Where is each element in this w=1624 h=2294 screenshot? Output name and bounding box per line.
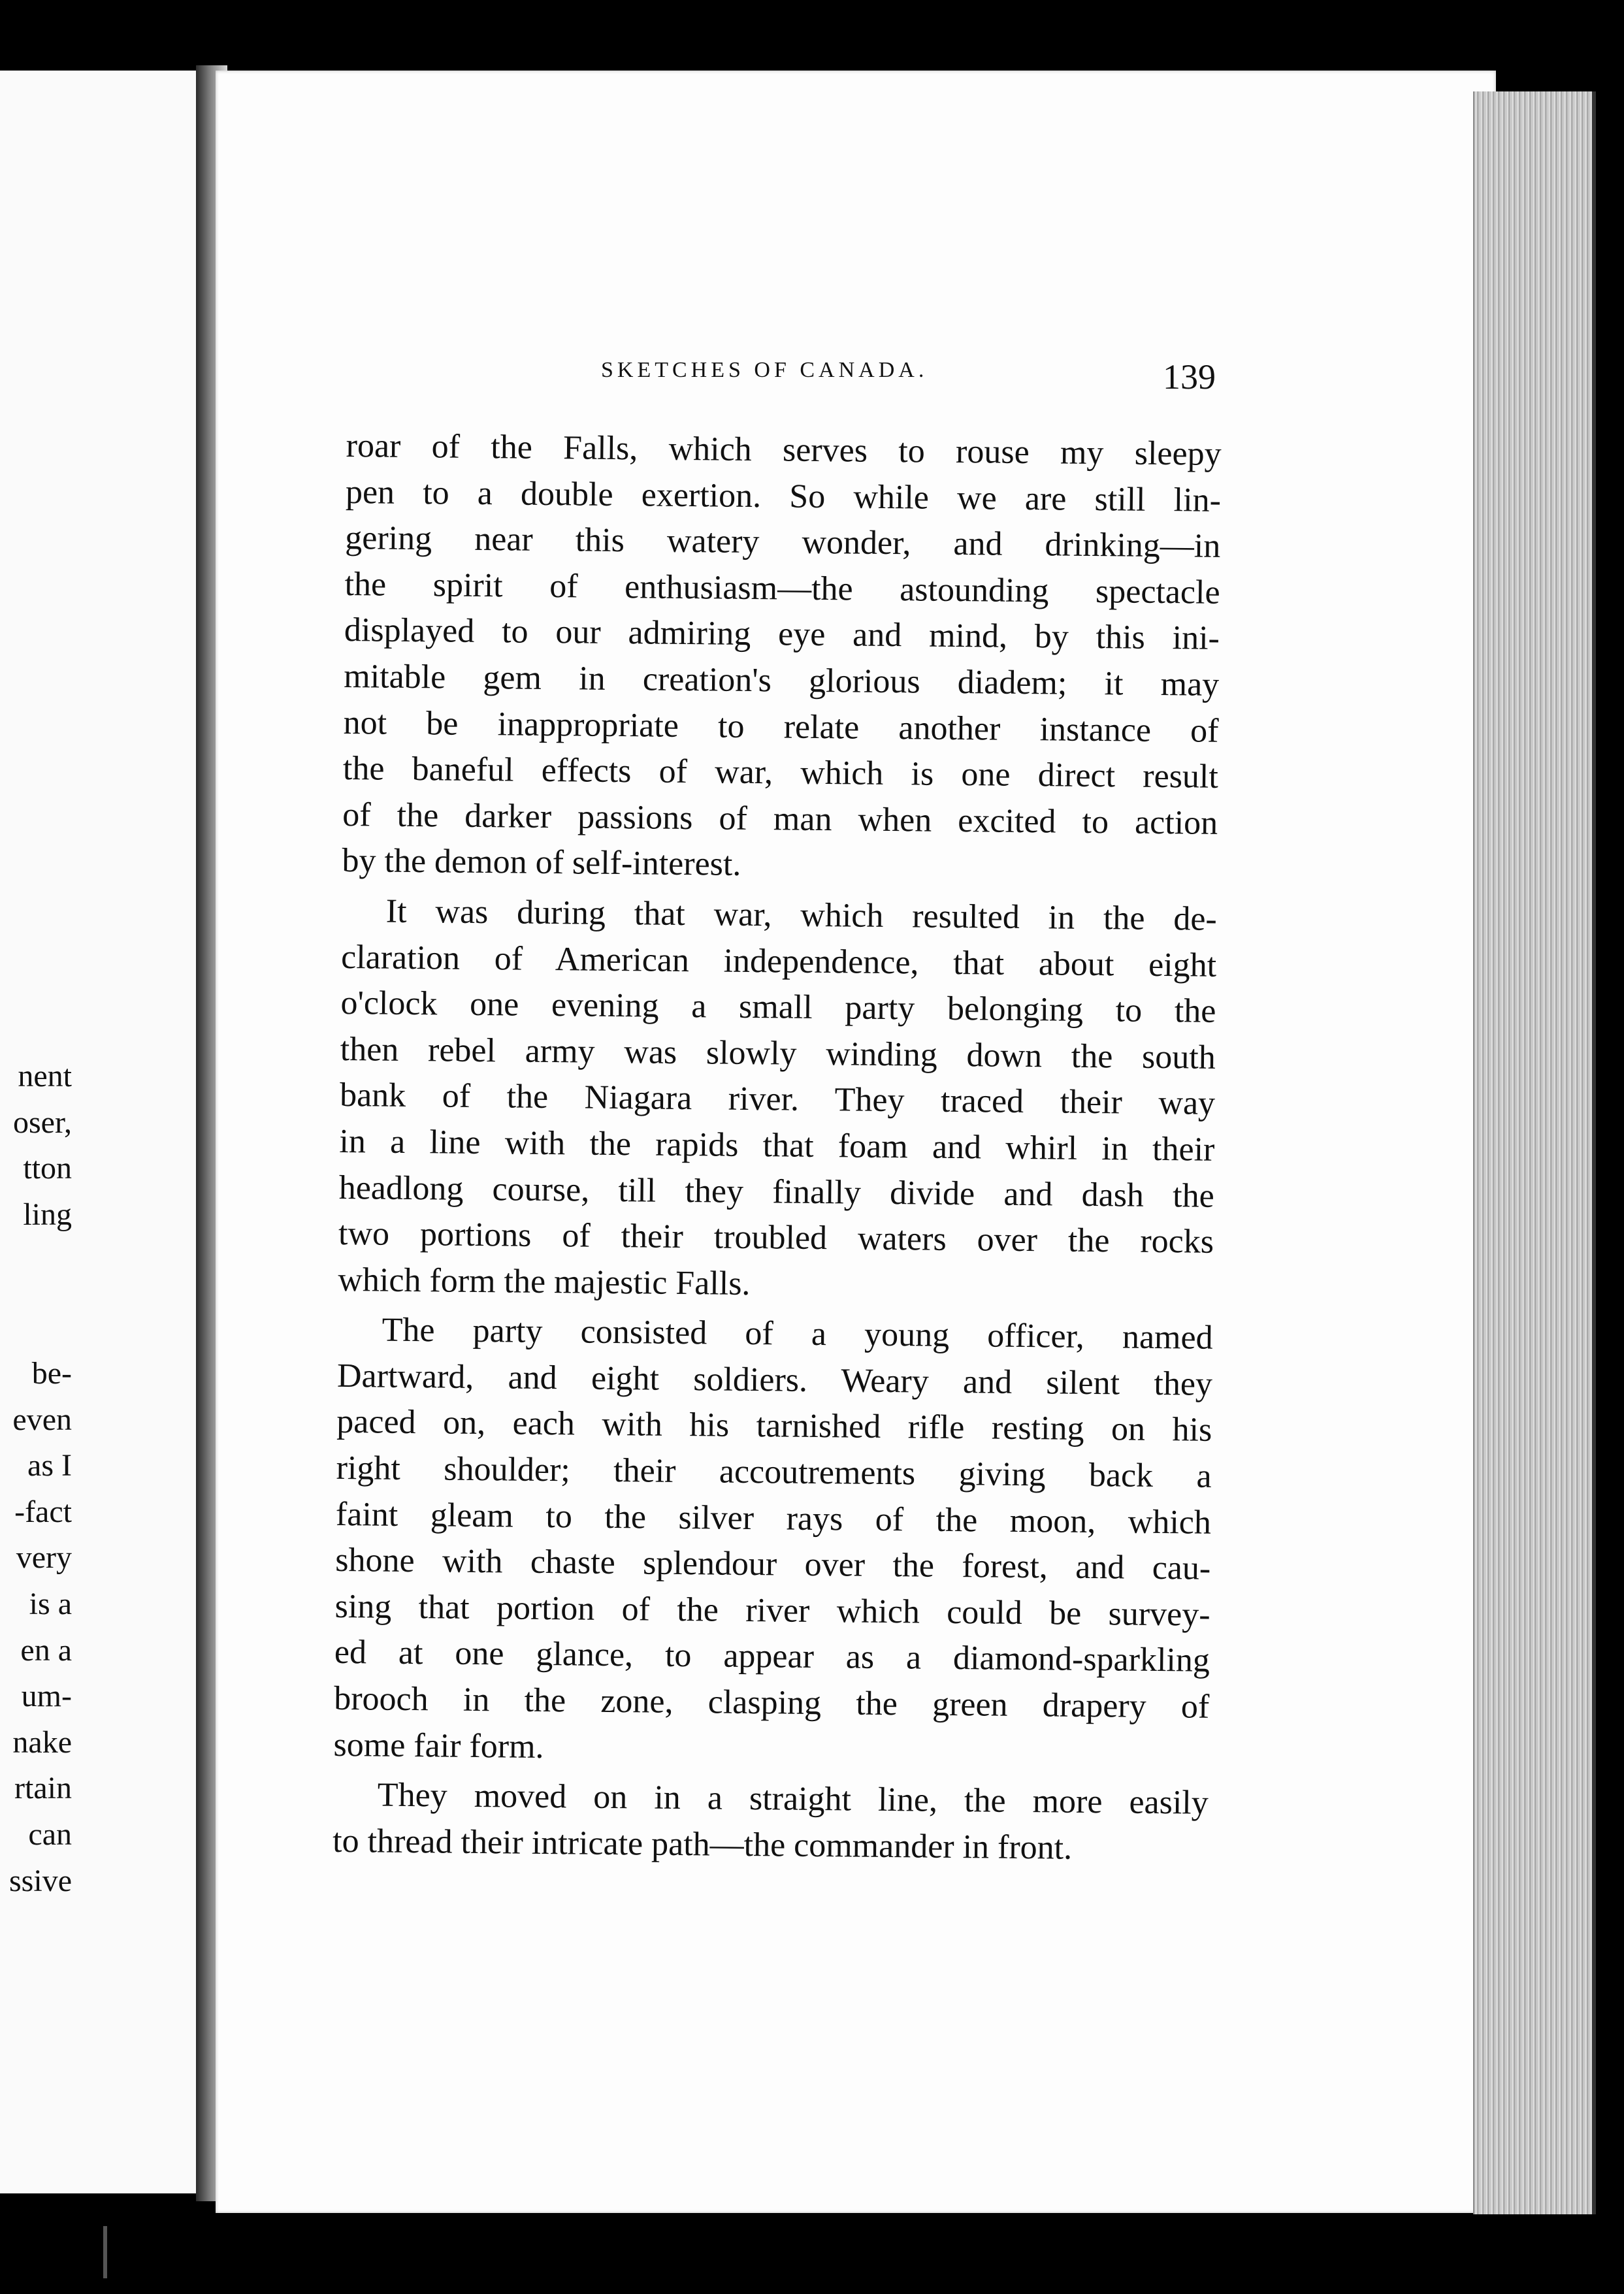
left-fragment-line: tton — [23, 1151, 72, 1186]
text-line: The party consisted of a young officer, named — [382, 1311, 1213, 1357]
text-line: o'clock one evening a small party belonging to the — [340, 984, 1216, 1030]
left-fragment-line: nake — [12, 1724, 72, 1760]
paragraph — [342, 423, 1222, 893]
text-line: some fair form. — [333, 1726, 544, 1766]
left-fragment-line: can — [28, 1817, 72, 1852]
text-line: the baneful effects of war, which is one direct result — [342, 750, 1219, 796]
text-line: in a line with the rapids that foam and whirl in their — [339, 1122, 1215, 1169]
scan-edge-mark — [103, 2226, 107, 2278]
text-line: roar of the Falls, which serves to rouse my sleepy — [346, 427, 1222, 473]
left-fragment-line: rtain — [14, 1771, 72, 1806]
text-line: gering near this watery wonder, and drinking—in — [345, 519, 1221, 566]
text-line: brooch in the zone, clasping the green drapery of — [333, 1679, 1210, 1726]
text-line: to thread their intricate path—the commander in front. — [332, 1822, 1073, 1867]
text-line: Dartward, and eight soldiers. Weary and silent they — [336, 1357, 1213, 1403]
left-fragment-line: um- — [21, 1679, 72, 1714]
text-line: pen to a double exertion. So while we are still lin- — [345, 473, 1222, 519]
text-line: ed at one glance, to appear as a diamond-sparkling — [334, 1634, 1210, 1680]
text-line: which form the majestic Falls. — [338, 1261, 751, 1302]
left-page-upper-fragment — [0, 1054, 72, 1238]
left-fragment-line: nent — [18, 1059, 72, 1093]
text-line: displayed to our admiring eye and mind, by this ini- — [344, 611, 1220, 658]
text-line: right shoulder; their accoutrements giving back a — [336, 1449, 1212, 1495]
text-line: claration of American independence, that about eight — [340, 938, 1217, 984]
page-number: 139 — [1163, 357, 1216, 396]
left-fragment-line: en a — [20, 1632, 72, 1668]
text-line: faint gleam to the silver rays of the moon, which — [335, 1495, 1212, 1542]
text-line: of the darker passions of man when excited to action — [342, 796, 1218, 842]
text-line: bank of the Niagara river. They traced their way — [339, 1076, 1216, 1123]
text-line: two portions of their troubled waters over the rocks — [338, 1215, 1214, 1261]
body-text — [333, 423, 1222, 1873]
paragraph — [338, 888, 1217, 1312]
page-fore-edge — [1473, 91, 1596, 2214]
left-fragment-line: -fact — [14, 1494, 72, 1529]
text-line: sing that portion of the river which could be survey- — [334, 1587, 1210, 1634]
text-line: shone with chaste splendour over the forest, and cau- — [335, 1542, 1211, 1588]
text-line: paced on, each with his tarnished rifle resting on his — [336, 1403, 1212, 1449]
running-title: SKETCHES OF CANADA. — [601, 358, 928, 382]
left-fragment-line: as I — [27, 1448, 72, 1483]
left-fragment-line: ling — [23, 1197, 72, 1232]
paragraph — [333, 1772, 1209, 1873]
text-line: They moved on in a straight line, the more easily — [377, 1776, 1209, 1822]
left-fragment-line: very — [16, 1540, 72, 1575]
left-fragment-line: be- — [31, 1356, 72, 1391]
text-line: the spirit of enthusiasm—the astounding spectacle — [344, 565, 1220, 611]
text-line: then rebel army was slowly winding down the south — [340, 1030, 1216, 1076]
left-page-lower-fragment — [0, 1351, 72, 1904]
text-line: not be inappropriate to relate another instance of — [343, 703, 1219, 750]
left-facing-page — [0, 71, 199, 2193]
text-line: headlong course, till they finally divide and dash the — [338, 1169, 1214, 1215]
left-fragment-line: ssive — [9, 1863, 72, 1898]
text-line: by the demon of self-interest. — [342, 842, 741, 884]
paragraph — [333, 1307, 1213, 1777]
left-fragment-line: oser, — [12, 1105, 72, 1140]
left-fragment-line: is a — [29, 1586, 72, 1621]
text-line: mitable gem in creation's glorious diadem; it may — [344, 657, 1220, 703]
left-fragment-line: even — [12, 1402, 72, 1437]
text-line: It was during that war, which resulted in the de- — [385, 892, 1218, 938]
